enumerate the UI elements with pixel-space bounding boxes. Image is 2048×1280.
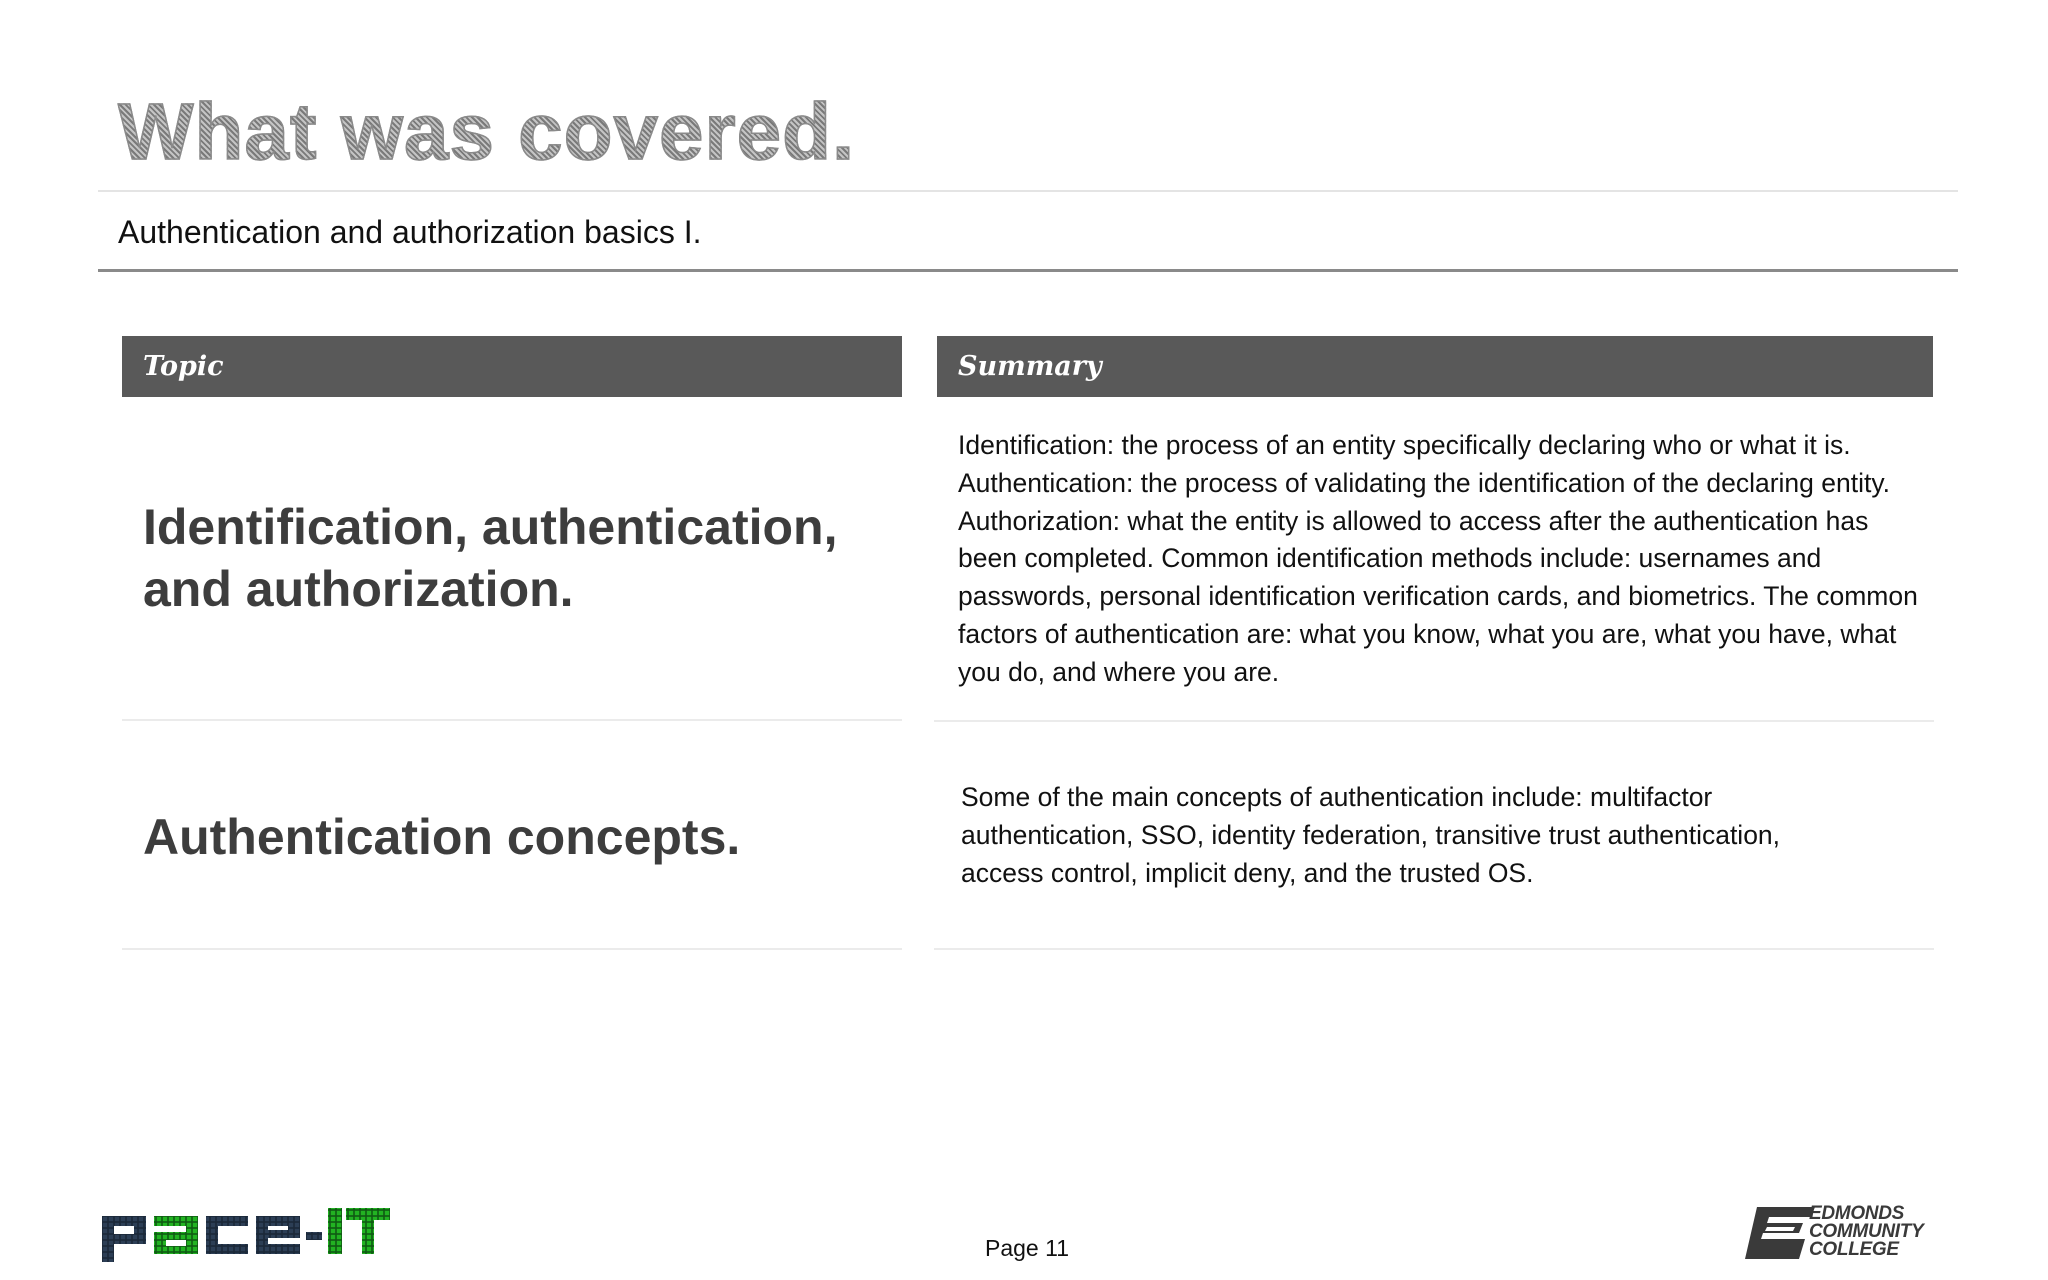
row-2-topic-divider <box>122 948 902 950</box>
edmonds-line-1: EDMONDS <box>1809 1203 1905 1224</box>
row-2-summary: Some of the main concepts of authentication include: multifactor authentication, SSO, identity federation, transitive trust authentication, access control, implicit deny, and the trusted OS. <box>961 782 1781 888</box>
edmonds-line-3: COLLEGE <box>1809 1239 1899 1260</box>
edmonds-wordmark <box>1809 1205 1923 1259</box>
page-number: Page 11 <box>985 1235 1069 1261</box>
table-header-topic: Topic <box>122 336 902 397</box>
page-title: What was covered. <box>118 87 856 176</box>
edmonds-community-college-logo <box>1745 1205 1955 1261</box>
edmonds-line-2: COMMUNITY <box>1809 1221 1924 1242</box>
edmonds-e-mark-icon <box>1745 1207 1817 1259</box>
row-2-summary-divider <box>934 948 1934 950</box>
row-1-summary: Identification: the process of an entity specifically declaring who or what it is. Authentication: the process of validating the identification of the declaring entity. Authorization: what the entity is allowed to access after the authentication has been completed. Common identification methods include: usernames and passwords, personal identification verification cards, and biometrics. The common factors of authentication are: what you know, what you are, what you have, what you do, and where you are. <box>958 430 1918 687</box>
row-1-topic-divider <box>122 719 902 721</box>
row-2-topic: Authentication concepts. <box>143 809 741 865</box>
table-header-summary: Summary <box>937 336 1933 397</box>
title-divider <box>98 190 1958 192</box>
subtitle-divider <box>98 269 1958 272</box>
row-1-summary-divider <box>934 720 1934 722</box>
page-subtitle: Authentication and authorization basics I. <box>118 214 702 250</box>
row-1-topic: Identification, authentication, and authorization. <box>143 499 838 617</box>
pace-it-logo <box>102 1204 390 1262</box>
